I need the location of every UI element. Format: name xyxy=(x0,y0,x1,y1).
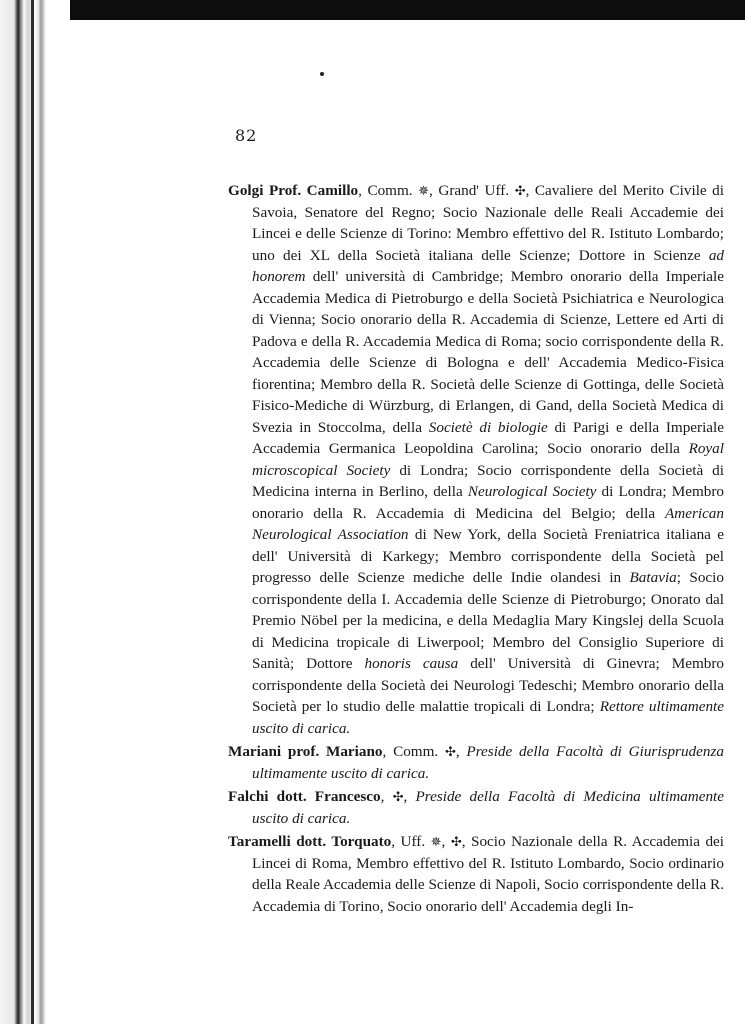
entry-text: di Londra; Membro onorario della R. Accademia di Medicina del Belgio; della xyxy=(252,483,725,522)
honor-symbol: ✵ xyxy=(430,834,442,849)
entry-text: dell' università di Cambridge; Membro onorario della Imperiale Accademia Medica di Pietroburgo e della Società Psichiatrica e Neurologica di Vienna; Socio onorario della R. Accademia di Scienze, Lettere ed Arti di Padova e della R. Accademia Medica di Roma; socio corrispondente della R. Accademia delle Scienze di Bologna e dell' Accademia Medico-Fisica fiorentina; Membro della R. Società delle Scienze di Gottinga, delle Società Fisico-Mediche di Würzburg, di Erlangen, di Gand, della Società Medica di Svezia in Stoccolma, della xyxy=(252,268,724,436)
entry-text: , xyxy=(441,833,451,850)
entry-text: di New York, della Società Freniatrica italiana e dell' Università di Karkegy; Membro corrispondente della Società pel progresso delle Scienze mediche delle Indie olandesi in xyxy=(252,526,724,586)
entry-italic-text: Societè di biologie xyxy=(428,418,548,436)
entry-italic-text: honoris causa xyxy=(364,655,459,672)
entry-text: di Parigi e della Imperiale Accademia Germanica Leopoldina Carolina; Socio onorario della xyxy=(252,418,725,457)
biography-entry xyxy=(228,786,724,829)
entry-name: Golgi Prof. Camillo xyxy=(228,182,359,199)
entry-italic-text: Neurological Society xyxy=(467,483,597,500)
honor-symbol: ✣ xyxy=(514,183,526,198)
entry-text: , Cavaliere del Merito Civile di Savoia, Senatore del Regno; Socio Nazionale delle Reali Accademie dei Lincei e delle Scienze di Torino: Membro effettivo del R. Istituto Lombardo; uno dei XL della Società italiana delle Scienze; Dottore in Scienze xyxy=(252,182,724,264)
entry-text: , xyxy=(380,788,393,805)
entry-name: Taramelli dott. Torquato xyxy=(228,833,392,850)
book-page xyxy=(70,20,745,1024)
entry-italic-text: Batavia xyxy=(629,569,677,586)
honor-symbol: ✣ xyxy=(392,789,404,804)
ink-speck xyxy=(320,72,324,76)
entry-text: , xyxy=(403,788,416,805)
entry-italic-text: Preside della Facoltà di Giurisprudenza ultimamente uscito di carica. xyxy=(252,743,724,782)
entry-text: , Comm. xyxy=(358,182,419,199)
entry-name: Mariani prof. Mariano xyxy=(228,743,383,760)
honor-symbol: ✵ xyxy=(418,183,430,198)
book-spine xyxy=(0,0,70,1024)
biography-entry xyxy=(228,831,724,917)
honor-symbol: ✣ xyxy=(450,834,462,849)
entry-text: ; Socio corrispondente della I. Accademia delle Scienze di Pietroburgo; Onorato dal Premio Nöbel per la medicina, e della Medaglia Mary Kingslej della Scuola di Medicina tropicale di Liwerpool; Membro del Consiglio Superiore di Sanità; Dottore xyxy=(252,569,724,672)
entry-name: Falchi dott. Francesco xyxy=(228,788,381,805)
entry-text: , xyxy=(455,743,467,760)
biography-entry xyxy=(228,180,724,739)
honor-symbol: ✣ xyxy=(444,744,456,759)
biography-entry xyxy=(228,741,724,784)
entry-text: , Socio Nazionale della R. Accademia dei Lincei di Roma, Membro effettivo del R. Istituto Lombardo, Socio ordinario della Reale Accademia delle Scienze di Napoli, Socio corrispondente della R. Accademia di Torino, Socio onorario dell' Accademia degli In- xyxy=(252,833,725,915)
entry-text: , Uff. xyxy=(391,833,431,850)
scan-top-edge xyxy=(0,0,745,20)
entry-text: , Comm. xyxy=(382,743,445,760)
entry-text: di Londra; Socio corrispondente della Società di Medicina interna in Berlino, della xyxy=(252,461,724,500)
entry-list xyxy=(228,180,724,919)
entry-italic-text: Royal microscopical Society xyxy=(252,440,724,479)
entry-text: dell' Università di Ginevra; Membro corrispondente della Società dei Neurologi Tedeschi; Membro onorario della Società per lo studio delle malattie tropicali di Londra; xyxy=(252,655,724,715)
entry-italic-text: American Neurological Association xyxy=(252,504,724,543)
entry-italic-text: Rettore ultimamente uscito di carica. xyxy=(252,698,724,737)
entry-italic-text: Preside della Facoltà di Medicina ultimamente uscito di carica. xyxy=(252,788,725,827)
spine-crease xyxy=(31,0,34,1024)
entry-text: , Grand' Uff. xyxy=(429,182,515,199)
page-number: 82 xyxy=(235,126,258,145)
entry-italic-text: ad honorem xyxy=(252,246,724,285)
